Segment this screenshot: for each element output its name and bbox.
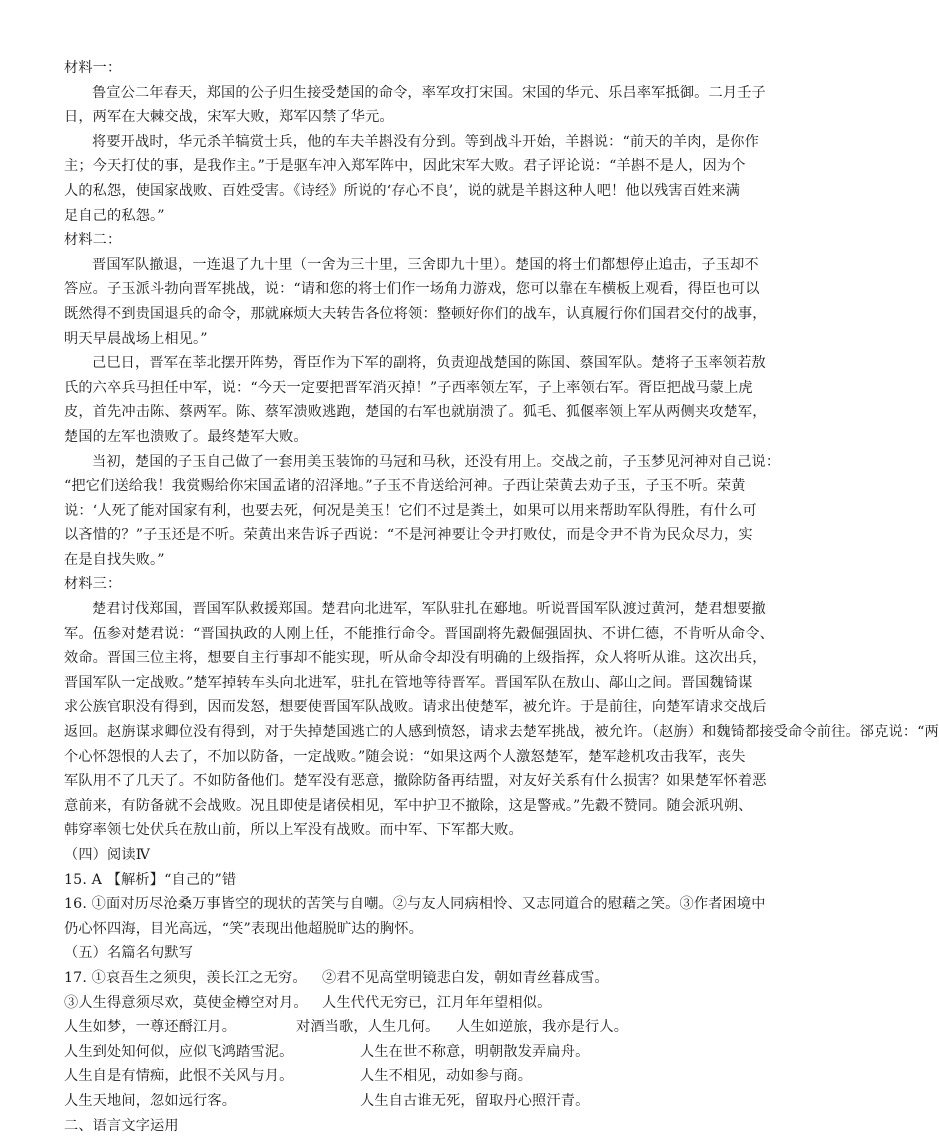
quote-item: 人生在世不称意，明朝散发弄扁舟。 [360, 1043, 590, 1060]
material2-heading: 材料二： [64, 232, 122, 249]
quote-item: 对酒当歌，人生几何。 [296, 1019, 440, 1036]
quote-item: 人生自古谁无死，留取丹心照汗青。 [360, 1092, 590, 1109]
section4-heading: （四）阅读Ⅳ [64, 847, 151, 863]
text-line: 意前来，有防备就不会战败。况且即使是诸侯相见，军中护卫不撤除，这是警戒。”先縠不赞同。随会派巩朔、 [64, 797, 753, 814]
answer-17-item: 人生代代无穷已，江月年年望相似。 [322, 994, 552, 1011]
answer-17-item: 17. ①哀吾生之须臾，羡长江之无穷。 [64, 969, 307, 986]
answer-17-item: ②君不见高堂明镜悲白发，朝如青丝暮成雪。 [322, 969, 609, 986]
text-line: 在是自找失败。” [64, 551, 165, 568]
text-line: 求公族官职没有得到，因而发怒，想要使晋国军队战败。请求出使楚军，被允许。于是前往，向楚军请求交战后 [64, 699, 767, 716]
text-line: 氏的六卒兵马担任中军，说：“今天一定要把晋军消灭掉！”子西率领左军，子上率领右军。胥臣把战马蒙上虎 [64, 379, 753, 396]
text-line: 己巳日，晋军在莘北摆开阵势，胥臣作为下军的副将，负责迎战楚国的陈国、蔡国军队。楚将子玉率领若敖 [92, 355, 766, 372]
document-body [64, 56, 939, 1138]
answer-17-row [64, 966, 736, 991]
quote-row [64, 1089, 736, 1114]
text-line: 韩穿率领七处伏兵在敖山前，所以上军没有战败。而中军、下军都大败。 [64, 822, 523, 839]
text-line: 日，两军在大棘交战，宋军大败，郑军囚禁了华元。 [64, 109, 394, 126]
text-line: 个心怀怨恨的人去了，不加以防备，一定战败。”随会说：“如果这两个人激怒楚军，楚军趁机攻击我军，丧失 [64, 748, 746, 765]
text-line: 军队用不了几天了。不如防备他们。楚军没有恶意，撤除防备再结盟，对友好关系有什么损害？如果楚军怀着恶 [64, 773, 767, 790]
quote-item: 人生不相见，动如参与商。 [360, 1068, 533, 1085]
text-line: 返回。赵旃谋求卿位没有得到，对于失掉楚国逃亡的人感到愤怒，请求去楚军挑战，被允许。（赵旃）和魏锜都接受命令前往。郤克说：“两 [64, 724, 939, 741]
text-line: 楚国的左军也溃败了。最终楚军大败。 [64, 428, 308, 445]
answer-17-row [64, 991, 736, 1016]
text-line: 足自己的私怨。” [64, 207, 165, 224]
text-line: 说：‘人死了能对国家有利，也要去死，何况是美玉！它们不过是粪土，如果可以用来帮助军队得胜，有什么可 [64, 502, 757, 519]
text-line: 晋国军队一定战败。”楚军掉转车头向北进军，驻扎在管地等待晋军。晋国军队在敖山、鄗山之间。晋国魏锜谋 [64, 674, 753, 691]
quote-row [64, 1040, 736, 1065]
text-line: 当初，楚国的子玉自己做了一套用美玉装饰的马冠和马秋，还没有用上。交战之前，子玉梦见河神对自己说： [92, 453, 781, 470]
text-line: 鲁宣公二年春天，郑国的公子归生接受楚国的命令，率军攻打宋国。宋国的华元、乐吕率军抵御。二月壬子 [92, 84, 766, 101]
quote-item: 人生如逆旅，我亦是行人。 [456, 1019, 629, 1036]
text-line: 既然得不到贵国退兵的命令，那就麻烦大夫转告各位将领：整顿好你们的战车，认真履行你们国君交付的战事， [64, 305, 767, 322]
text-line: 主；今天打仗的事，是我作主。”于是驱车冲入郑军阵中，因此宋军大败。君子评论说：“羊斟不是人，因为个 [64, 158, 746, 175]
quote-item: 人生如梦，一尊还酹江月。 [64, 1019, 237, 1036]
quote-item: 人生天地间，忽如远行客。 [64, 1092, 237, 1109]
answer-16-line: 仍心怀四海，目光高远，“笑”表现出他超脱旷达的胸怀。 [64, 920, 423, 937]
quote-item: 人生到处知何似，应似飞鸿踏雪泥。 [64, 1043, 294, 1060]
text-line: 皮，首先冲击陈、蔡两军。陈、蔡军溃败逃跑，楚国的右军也就崩溃了。狐毛、狐偃率领上军从两侧夹攻楚军， [64, 404, 767, 421]
quote-row [64, 1064, 736, 1089]
text-line: 军。伍参对楚君说：“晋国执政的人刚上任，不能推行命令。晋国副将先縠倔强固执、不讲仁德，不肯听从命令、 [64, 625, 774, 642]
text-line: 人的私怨，使国家战败、百姓受害。《诗经》所说的‘存心不良’，说的就是羊斟这种人吧！他以残害百姓来满 [64, 182, 741, 199]
text-line: 以吝惜的？”子玉还是不听。荣黄出来告诉子西说：“不是河神要让令尹打败仗，而是令尹不肯为民众尽力，实 [64, 527, 753, 544]
quote-item: 人生自是有情痴，此恨不关风与月。 [64, 1068, 294, 1085]
material1-heading: 材料一： [64, 60, 122, 76]
answer-16-line: 16. ①面对历尽沧桑万事皆空的现状的苦笑与自嘲。②与友人同病相怜、又志同道合的慰藉之笑。③作者困境中 [64, 896, 766, 913]
section5-heading: （五）名篇名句默写 [64, 945, 194, 962]
text-line: “把它们送给我！我赏赐给你宋国孟诸的沼泽地。”子玉不肯送给河神。子西让荣黄去劝子玉，子玉不听。荣黄 [64, 478, 746, 495]
answer-17-item: ③人生得意须尽欢，莫使金樽空对月。 [64, 994, 308, 1011]
text-line: 答应。子玉派斗勃向晋军挑战，说：“请和您的将士们作一场角力游戏，您可以靠在车横板上观看，得臣也可以 [64, 281, 760, 298]
part2-heading: 二、语言文字运用 [64, 1117, 179, 1134]
text-line: 明天早晨战场上相见。” [64, 330, 208, 347]
material3-heading: 材料三： [64, 576, 122, 593]
quote-row [64, 1015, 736, 1040]
answer-15: 15. A 【解析】“自己的”错 [64, 871, 237, 888]
text-line: 楚君讨伐郑国，晋国军队救援郑国。楚君向北进军，军队驻扎在郔地。听说晋国军队渡过黄河，楚君想要撤 [92, 601, 766, 618]
text-line: 将要开战时，华元杀羊犒赏士兵，他的车夫羊斟没有分到。等到战斗开始，羊斟说：“前天的羊肉，是你作 [92, 133, 759, 150]
text-line: 效命。晋国三位主将，想要自主行事却不能实现，听从命令却没有明确的上级指挥，众人将听从谁。这次出兵， [64, 650, 767, 667]
text-line: 晋国军队撤退，一连退了九十里（一舍为三十里，三舍即九十里）。楚国的将士们都想停止追击，子玉却不 [92, 256, 759, 273]
